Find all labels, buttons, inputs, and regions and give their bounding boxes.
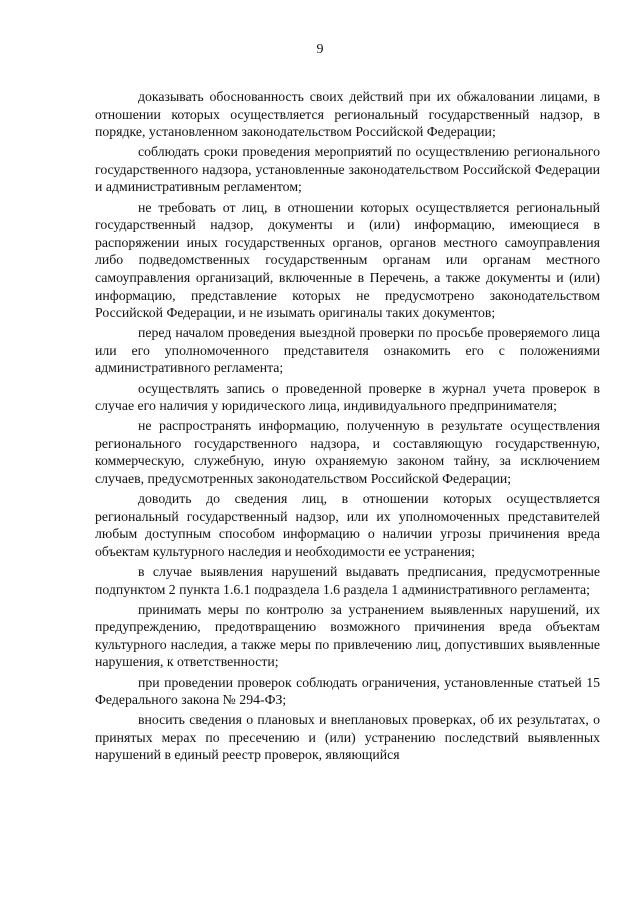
paragraph: соблюдать сроки проведения мероприятий по осуществлению регионального государственного надзора, установленные законодательством Российской Федерации и административным регламентом; — [95, 144, 600, 195]
paragraph: в случае выявления нарушений выдавать предписания, предусмотренные подпунктом 2 пункта 1.6.1 подраздела 1.6 раздела 1 административного регламента; — [95, 563, 600, 597]
page-number: 9 — [316, 42, 324, 57]
paragraph: осуществлять запись о проведенной проверке в журнал учета проверок в случае его наличия у юридического лица, индивидуального предпринимателя; — [95, 380, 600, 414]
paragraph: не требовать от лиц, в отношении которых осуществляется региональный государственный надзор, документы и (или) информацию, имеющиеся в распоряжении иных государственных органов, органов местного самоуправления либо подведомственных государственным органам или органам местного самоуправления организаций, включенные в Перечень, а также документы и (или) информацию, представление которых не предусмотрено законодательством Российской Федерации, и не изымать оригиналы таких документов; — [95, 199, 600, 321]
paragraph: доводить до сведения лиц, в отношении которых осуществляется региональный государственный надзор, или их уполномоченных представителей любым доступным способом информацию о наличии угрозы причинения вреда объектам культурного наследия и необходимости ее устранения; — [95, 491, 600, 559]
paragraph: доказывать обоснованность своих действий при их обжаловании лицами, в отношении которых осуществляется региональный государственный надзор, в порядке, установленном законодательством Российской Федерации; — [95, 89, 600, 140]
paragraph: при проведении проверок соблюдать ограничения, установленные статьей 15 Федерального закона № 294-ФЗ; — [95, 674, 600, 708]
paragraph: вносить сведения о плановых и внеплановых проверках, об их результатах, о принятых мерах по пресечению и (или) устранению последствий выявленных нарушений в единый реестр проверок, являющийся — [95, 712, 600, 763]
document-body — [95, 88, 600, 766]
paragraph: принимать меры по контролю за устранением выявленных нарушений, их предупреждению, предотвращению возможного причинения вреда объектам культурного наследия, а также меры по привлечению лиц, допустивших выявленные нарушения, к ответственности; — [95, 601, 600, 670]
paragraph: перед началом проведения выездной проверки по просьбе проверяемого лица или его уполномоченного представителя ознакомить его с положениями административного регламента; — [95, 325, 600, 376]
paragraph: не распространять информацию, полученную в результате осуществления регионального государственного надзора, и составляющую государственную, коммерческую, служебную, иную охраняемую законом тайну, за исключением случаев, предусмотренных законодательством Российской Федерации; — [95, 418, 600, 486]
